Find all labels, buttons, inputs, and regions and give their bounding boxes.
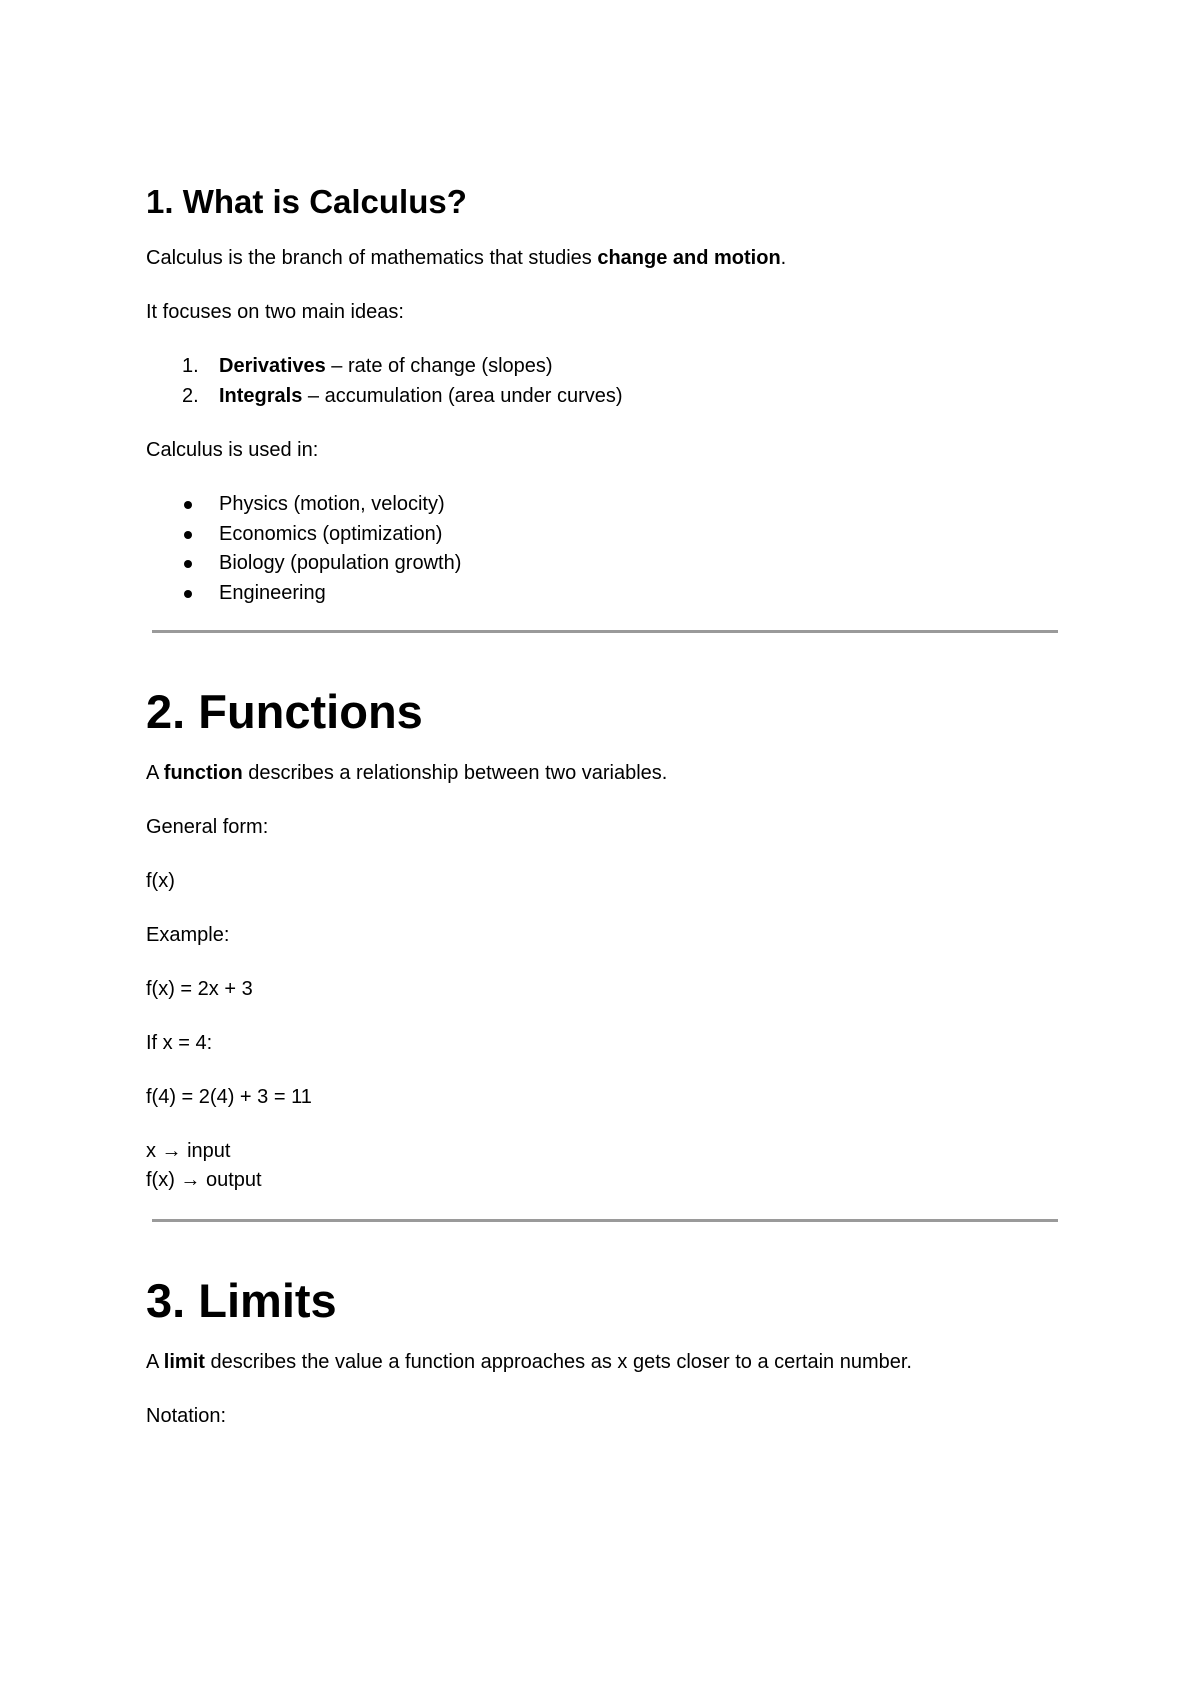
- section-3-heading: 3. Limits: [146, 1274, 337, 1327]
- bullet-icon: [184, 590, 192, 598]
- use-text: Biology (population growth): [219, 552, 462, 574]
- calculus-definition: [146, 244, 1066, 273]
- idea-term: Integrals: [219, 384, 303, 407]
- section-divider: [152, 630, 1058, 633]
- limit-definition: [146, 1348, 1066, 1377]
- limit-definition-prefix: A: [146, 1351, 164, 1373]
- bullet-icon: [184, 501, 192, 509]
- calculus-definition-prefix: Calculus is the branch of mathematics that studies: [146, 247, 598, 269]
- if-line: If x = 4:: [146, 1032, 213, 1054]
- output-line: f(x) → output: [146, 1169, 262, 1191]
- section-1-heading: 1. What is Calculus?: [146, 183, 467, 220]
- focus-line: It focuses on two main ideas:: [146, 301, 404, 323]
- main-ideas-list: [146, 352, 1066, 411]
- bullet-icon: [184, 560, 192, 568]
- function-definition-suffix: describes a relationship between two variables.: [242, 762, 668, 784]
- section-divider: [152, 1219, 1058, 1222]
- list-item: [146, 352, 1066, 382]
- list-item: [146, 520, 1066, 550]
- idea-term: Derivatives: [219, 355, 326, 377]
- list-number: 1.: [182, 355, 199, 377]
- function-definition-bold: function: [163, 762, 243, 784]
- list-item: [146, 382, 1066, 412]
- calculus-definition-bold: change and motion: [597, 247, 781, 269]
- use-text: Physics (motion, velocity): [219, 493, 445, 515]
- document-content: [146, 178, 1066, 1456]
- calculus-definition-suffix: .: [780, 247, 787, 269]
- function-definition: [146, 759, 1066, 788]
- section-2-heading: 2. Functions: [146, 685, 423, 738]
- example-formula: f(x) = 2x + 3: [146, 978, 253, 1000]
- uses-list: [146, 490, 1066, 608]
- list-item: [146, 490, 1066, 520]
- example-label: Example:: [146, 924, 230, 946]
- idea-description: – accumulation (area under curves): [302, 384, 623, 407]
- list-item: [146, 549, 1066, 579]
- bullet-icon: [184, 531, 192, 539]
- notation-label: Notation:: [146, 1405, 227, 1427]
- general-form-label: General form:: [146, 816, 269, 838]
- used-in-line: Calculus is used in:: [146, 439, 319, 461]
- list-number: 2.: [182, 384, 199, 407]
- function-definition-prefix: A: [146, 762, 164, 784]
- list-item: [146, 579, 1066, 609]
- general-form: f(x): [146, 870, 175, 892]
- limit-definition-suffix: describes the value a function approaches as x gets closer to a certain number.: [204, 1351, 912, 1373]
- evaluation: f(4) = 2(4) + 3 = 11: [146, 1086, 312, 1108]
- input-line: x → input: [146, 1140, 231, 1162]
- limit-definition-bold: limit: [163, 1351, 205, 1373]
- use-text: Engineering: [219, 581, 326, 604]
- idea-description: – rate of change (slopes): [325, 355, 553, 377]
- use-text: Economics (optimization): [219, 522, 443, 545]
